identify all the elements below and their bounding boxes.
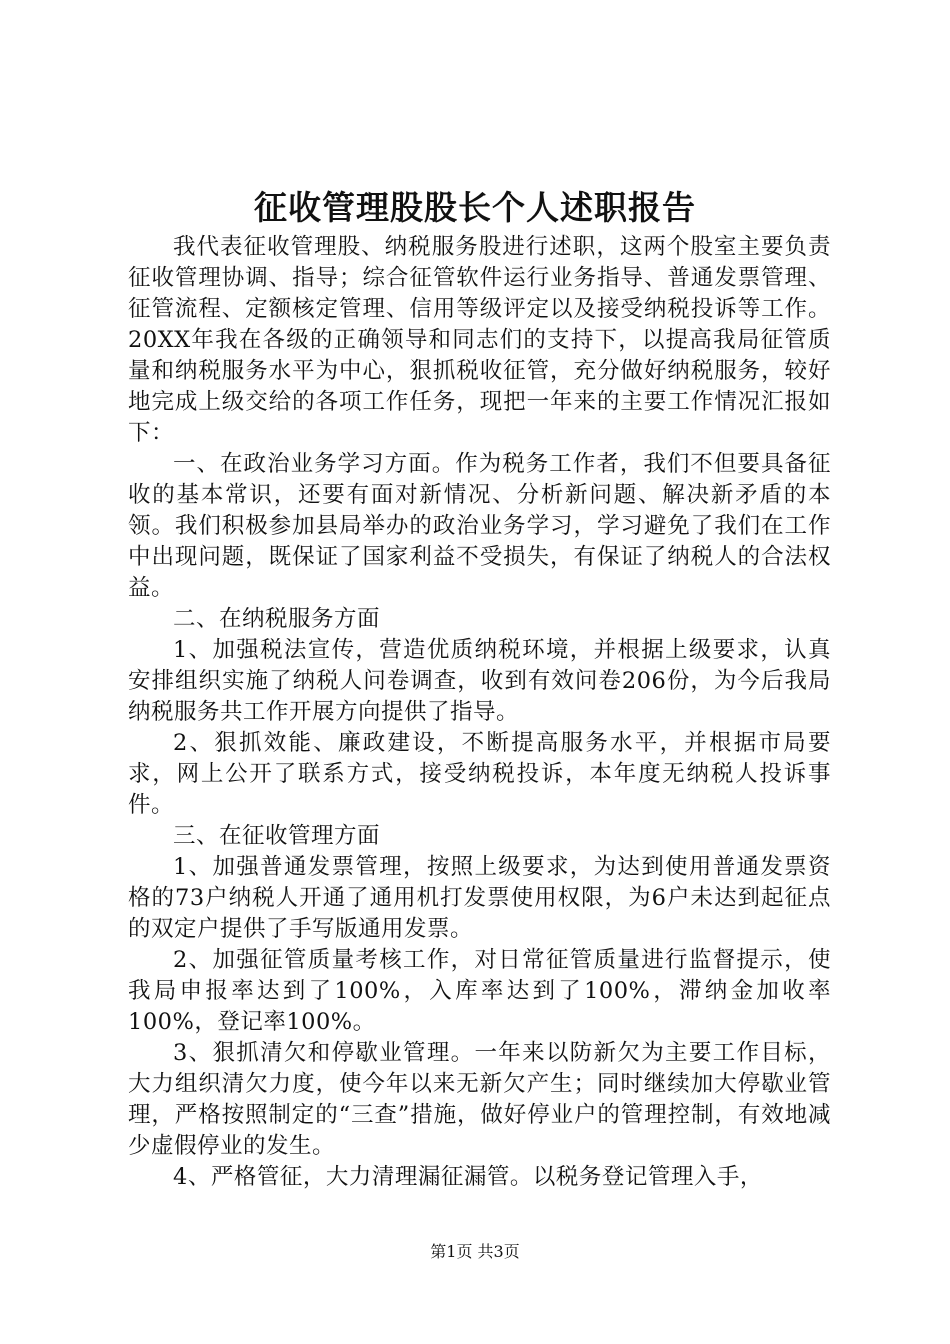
paragraph-section-2-item-1: 1、加强税法宣传，营造优质纳税环境，并根据上级要求，认真安排组织实施了纳税人问卷调查，收到有效问卷206份，为今后我局纳税服务共工作开展方向提供了指导。 xyxy=(128,637,831,725)
paragraph-section-3-item-2: 2、加强征管质量考核工作，对日常征管质量进行监督提示，使我局申报率达到了100%，入库率达到了100%，滞纳金加收率100%，登记率100%。 xyxy=(128,947,831,1035)
document-body xyxy=(128,232,831,1193)
paragraph-section-3-item-3: 3、狠抓清欠和停歇业管理。一年来以防新欠为主要工作目标，大力组织清欠力度，使今年以来无新欠产生；同时继续加大停歇业管理，严格按照制定的“三查”措施，做好停业户的管理控制，有效地减少虚假停业的发生。 xyxy=(128,1040,831,1159)
paragraph-section-1: 一、在政治业务学习方面。作为税务工作者，我们不但要具备征收的基本常识，还要有面对新情况、分析新问题、解决新矛盾的本领。我们积极参加县局举办的政治业务学习，学习避免了我们在工作中出现问题，既保证了国家利益不受损失，有保证了纳税人的合法权益。 xyxy=(128,451,831,601)
heading-section-2: 二、在纳税服务方面 xyxy=(173,606,381,632)
page-title: 征收管理股股长个人述职报告 xyxy=(254,188,696,227)
paragraph-section-3-item-4: 4、严格管征，大力清理漏征漏管。以税务登记管理入手， xyxy=(173,1164,763,1190)
page-footer: 第1页 共3页 xyxy=(430,1242,520,1261)
paragraph-section-3-item-1: 1、加强普通发票管理，按照上级要求，为达到使用普通发票资格的73户纳税人开通了通用机打发票使用权限，为6户未达到起征点的双定户提供了手写版通用发票。 xyxy=(128,854,831,942)
paragraph-intro: 我代表征收管理股、纳税服务股进行述职，这两个股室主要负责征收管理协调、指导；综合征管软件运行业务指导、普通发票管理、征管流程、定额核定管理、信用等级评定以及接受纳税投诉等工作。20XX年我在各级的正确领导和同志们的支持下，以提高我局征管质量和纳税服务水平为中心，狠抓税收征管，充分做好纳税服务，较好地完成上级交给的各项工作任务，现把一年来的主要工作情况汇报如下： xyxy=(128,234,831,446)
paragraph-section-2-item-2: 2、狠抓效能、廉政建设，不断提高服务水平，并根据市局要求，网上公开了联系方式，接受纳税投诉，本年度无纳税人投诉事件。 xyxy=(128,730,831,818)
heading-section-3: 三、在征收管理方面 xyxy=(173,823,381,849)
